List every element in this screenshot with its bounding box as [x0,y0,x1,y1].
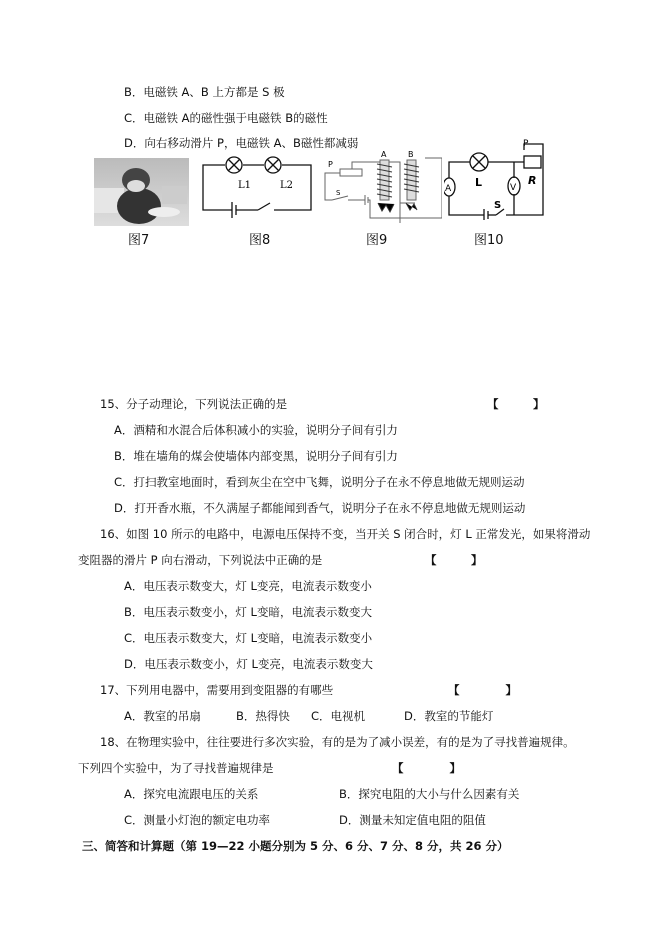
q18-option-c: C．测量小灯泡的额定电功率 [124,813,271,827]
q16-answer-bracket: 【 】 [425,553,483,567]
q18-answer-bracket: 【 】 [392,761,461,775]
voltmeter-label: V [510,183,517,193]
ammeter-label: A [445,184,452,194]
q18-stem-line2: 下列四个实验中，为了寻找普遍规律是 [78,761,274,775]
figure-9-caption: 图9 [366,233,388,248]
l1-label: L1 [238,180,252,191]
q16-option-b: B．电压表示数变小，灯 L变暗，电流表示数变大 [124,605,372,619]
section-3-heading: 三、简答和计算题（第 19—22 小题分别为 5 分、6 分、7 分、8 分，共 26 分） [82,839,509,853]
toy-monkey-image [94,158,189,226]
p-label: P [328,160,333,169]
p-label: P [523,139,529,149]
q15-stem: 15、分子动理论，下列说法正确的是 [100,397,288,411]
q16-stem-line1: 16、如图 10 所示的电路中，电源电压保持不变，当开关 S 闭合时，灯 L 正常发光，如果将滑动 [100,527,591,541]
a-label: A [381,150,387,159]
q18-option-a: A．探究电流跟电压的关系 [124,787,259,801]
q16-stem-line2: 变阻器的滑片 P 向右滑动，下列说法中正确的是 [78,553,323,567]
figure-7-caption: 图7 [128,233,150,248]
q16-option-c: C．电压表示数变大，灯 L变暗，电流表示数变小 [124,631,373,645]
q17-option-a: A．教室的吊扇 [124,709,201,723]
b-label: B [408,150,414,159]
q16-option-d: D．电压表示数变小，灯 L变亮，电流表示数变大 [124,657,373,671]
r-label: R [528,174,537,187]
q15-option-a: A．酒精和水混合后体积减小的实验，说明分子间有引力 [114,423,398,437]
q14-option-b: B．电磁铁 A、B 上方都是 S 极 [124,85,285,99]
figure-9-circuit [320,148,442,223]
s-label: S [336,189,341,197]
figure-8-caption: 图8 [249,233,271,248]
figure-8-circuit [200,155,315,220]
q14-option-d: D．向右移动滑片 P，电磁铁 A、B磁性都减弱 [124,136,359,150]
q18-stem-line1: 18、在物理实验中，往往要进行多次实验，有的是为了减小误差，有的是为了寻找普遍规律。 [100,735,575,749]
l2-label: L2 [280,180,294,191]
q15-option-c: C．打扫教室地面时，看到灰尘在空中飞舞，说明分子在永不停息地做无规则运动 [114,475,525,489]
q14-option-c: C．电磁铁 A的磁性强于电磁铁 B的磁性 [124,111,328,125]
figure-10-circuit [444,136,549,220]
q15-option-d: D．打开香水瓶，不久满屋子都能闻到香气，说明分子在永不停息地做无规则运动 [114,501,526,515]
q17-answer-bracket: 【 】 [448,683,517,697]
q18-option-b: B．探究电阻的大小与什么因素有关 [339,787,520,801]
figure-7-photo [94,158,189,226]
q18-option-d: D．测量未知定值电阻的阻值 [339,813,486,827]
l-label: L [475,176,483,189]
q17-option-d: D．教室的节能灯 [404,709,494,723]
q17-option-c: C．电视机 [311,709,366,723]
q15-answer-bracket: 【 】 [487,397,545,411]
q17-stem: 17、下列用电器中，需要用到变阻器的有哪些 [100,683,334,697]
q16-option-a: A．电压表示数变大，灯 L变亮，电流表示数变小 [124,579,372,593]
q15-option-b: B．堆在墙角的煤会使墙体内部变黑，说明分子间有引力 [114,449,398,463]
switch-label: S [494,200,502,211]
q17-option-b: B．热得快 [236,709,290,723]
figure-10-caption: 图10 [474,233,504,248]
